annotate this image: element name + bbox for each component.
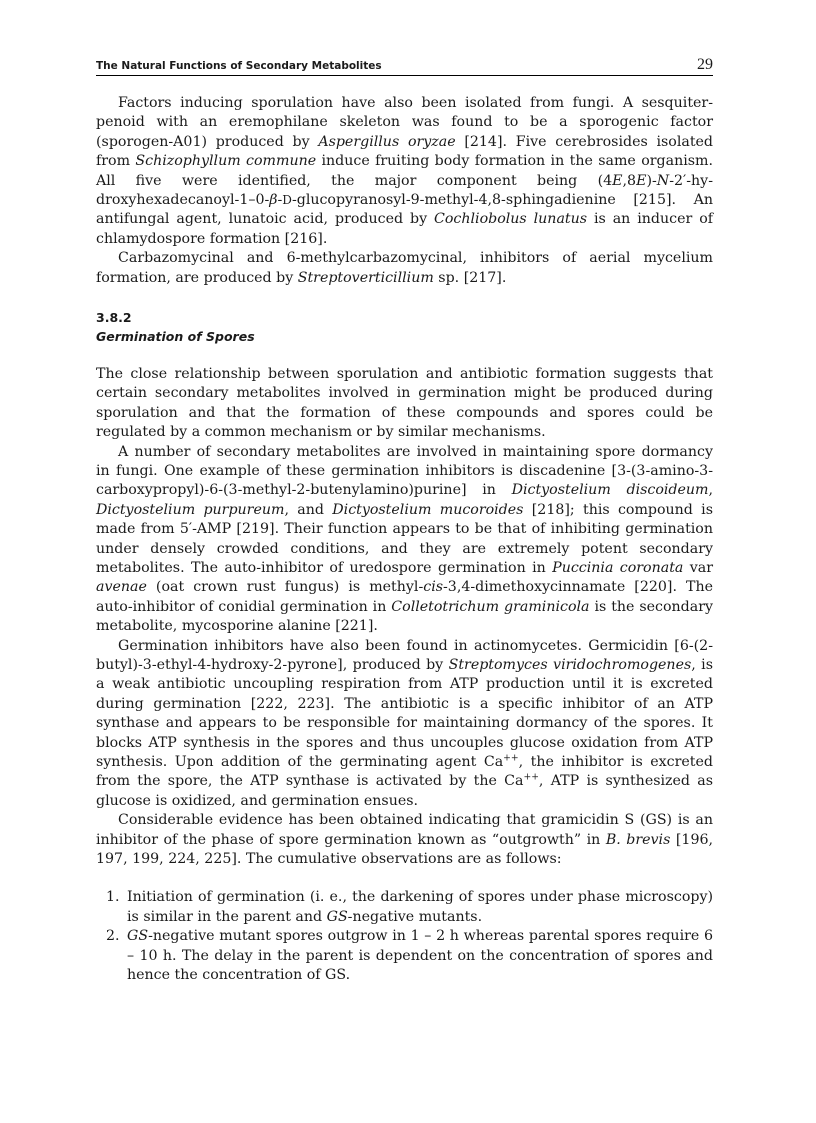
section-heading: [96, 308, 713, 347]
section-title: Germination of Spores: [96, 329, 255, 345]
paragraph: Germination inhibitors have also been found in actinomycetes. Germicidin [6-(2-butyl)-3-ethyl-4-hydroxy-2-pyrone], produced by Streptomyces viridochromogenes, is a weak antibiotic uncoupling respiration from ATP production until it is excreted during germination [222, 223]. The antibiotic is a specific inhibitor of an ATP synthase and appears to be responsible for maintaining dormancy of the spores. It blocks ATP synthesis in the spores and thus uncouples glucose oxidation from ATP synthesis. Upon addition of the germinating agent Ca++, the inhibitor is excreted from the spore, the ATP synthase is activated by the Ca++, ATP is synthesized as glucose is oxidized, and germination ensues.: [96, 637, 713, 809]
body-text: [96, 94, 713, 985]
paragraph: A number of secondary metabolites are involved in maintaining spore dormancy in fungi. One example of these germination inhibitors is discadenine [3-(3-amino-3-carboxypropyl)-6-(3-methyl-2-butenylamino)purine] in Dictyostelium discoideum, Dictyostelium purpureum, and Dictyostelium mucoroides [218]; this compound is made from 5′-AMP [219]. Their function appears to be that of inhibiting germination under densely crowded conditions, and they are extremely potent secondary metabolites. The auto-inhibitor of uredospore germination in Puccinia coronata var avenae (oat crown rust fungus) is methyl-cis-3,4-dimethoxycinnamate [220]. The auto-inhibitor of conidial germination in Colletotrichum graminicola is the secondary metabolite, mycosporine alanine [221].: [96, 443, 713, 635]
paragraph: Carbazomycinal and 6-methylcarbazomycinal, inhibitors of aerial mycelium formation, are produced by Streptoverticillium sp. [217].: [96, 250, 713, 286]
page-number: 29: [697, 56, 713, 73]
observation-list: [96, 888, 713, 985]
running-head-title: The Natural Functions of Secondary Metabolites: [96, 60, 382, 72]
paragraph: Considerable evidence has been obtained indicating that gramicidin S (GS) is an inhibitor of the phase of spore germination known as “outgrowth” in B. brevis [196, 197, 199, 224, 225]. The cumulative observations are as follows:: [96, 812, 714, 868]
list-item: [96, 888, 713, 927]
paragraph: The close relationship between sporulation and antibiotic formation suggests that certain secondary metabolites involved in germination might be produced during sporulation and that the formation of these compounds and spores could be regulated by a common mechanism or by similar mechanisms.: [96, 365, 713, 441]
section-number: 3.8.2: [96, 310, 132, 326]
list-item-text: Initiation of germination (i. e., the darkening of spores under phase microscopy) is similar in the parent and GS-negative mutants.: [127, 889, 713, 925]
list-item: [96, 927, 713, 985]
list-item-text: GS-negative mutant spores outgrow in 1 – 2 h whereas parental spores require 6 – 10 h. The delay in the parent is dependent on the concentration of spores and hence the concentration of GS.: [127, 928, 713, 984]
list-item-number: 1.: [106, 889, 120, 906]
paragraph: Factors inducing sporulation have also been isolated from fungi. A sesquiterpenoid with an eremophilane skeleton was found to be a sporogenic factor (sporogen-A01) produced by Aspergillus oryzae [214]. Five cerebrosides isolated from Schizophyllum commune induce fruiting body formation in the same organism. All five were identified, the major component being (4E,8E)-N-2′-hydroxyhexadecanoyl-1–0-β-D-glucopyranosyl-9-methyl-4,8-sphingadienine [215]. An antifungal agent, lunatoic acid, produced by Cochliobolus lunatus is an inducer of chlamydospore formation [216].: [96, 95, 714, 247]
running-head: [96, 57, 713, 77]
list-item-number: 2.: [106, 928, 120, 945]
header-rule: [96, 75, 713, 76]
